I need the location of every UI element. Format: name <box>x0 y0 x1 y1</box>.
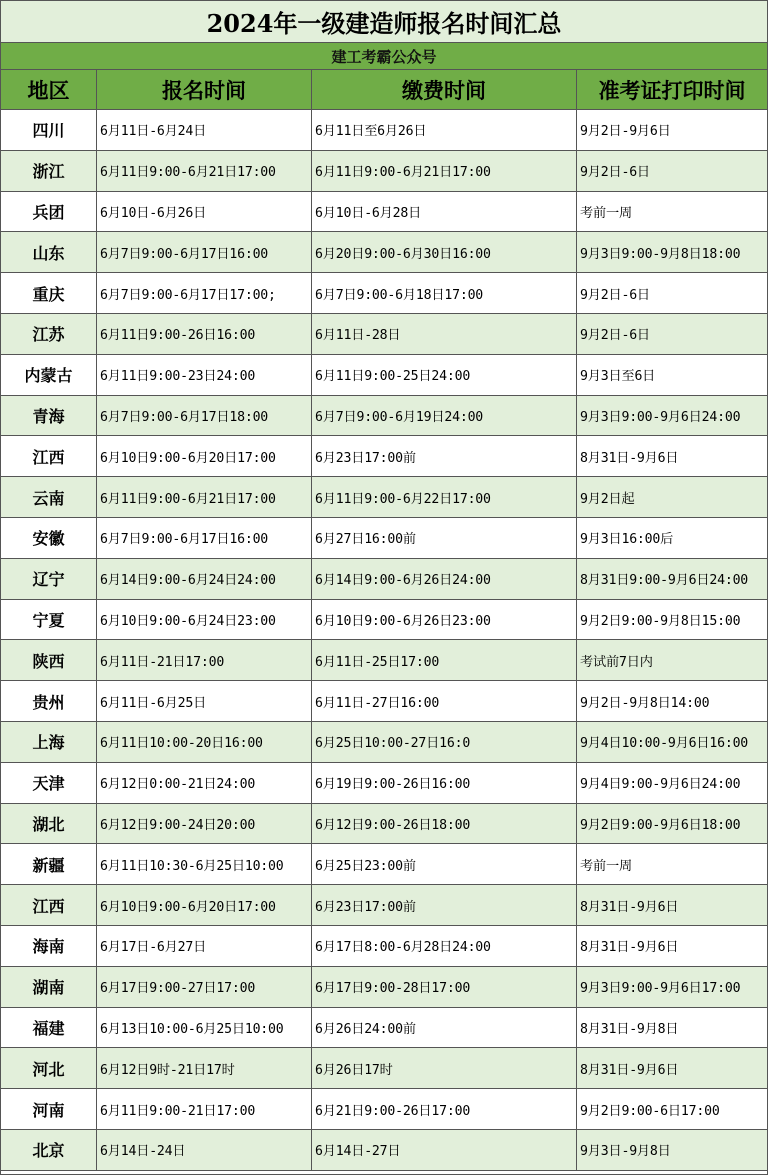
register-time-cell: 6月12日9时-21日17时 <box>97 1048 312 1088</box>
region-cell: 湖南 <box>1 967 97 1007</box>
register-time-cell: 6月11日9:00-23日24:00 <box>97 355 312 395</box>
header-region: 地区 <box>1 70 97 109</box>
admit-card-time-cell: 9月2日9:00-9月6日18:00 <box>580 817 741 833</box>
table-row <box>1 151 767 192</box>
register-time-cell: 6月10日9:00-6月20日17:00 <box>97 436 312 476</box>
header-row <box>1 70 767 110</box>
region-cell: 四川 <box>1 110 97 150</box>
region-cell: 辽宁 <box>1 559 97 599</box>
payment-time-cell: 6月12日9:00-26日18:00 <box>312 804 577 844</box>
admit-card-time-cell: 8月31日-9月6日 <box>580 899 679 915</box>
payment-time-cell: 6月25日10:00-27日16:0 <box>312 722 577 762</box>
payment-time-cell: 6月17日8:00-6月28日24:00 <box>312 926 577 966</box>
payment-time-cell: 6月11日-25日17:00 <box>312 640 577 680</box>
admit-card-time-cell: 考试前7日内 <box>580 654 653 670</box>
payment-time-cell: 6月20日9:00-6月30日16:00 <box>312 232 577 272</box>
register-time-cell: 6月7日9:00-6月17日16:00 <box>97 518 312 558</box>
payment-time-cell: 6月7日9:00-6月19日24:00 <box>312 396 577 436</box>
admit-card-time-cell: 9月3日-9月8日 <box>580 1144 671 1160</box>
table-row <box>1 1008 767 1049</box>
table-row <box>1 967 767 1008</box>
table-row <box>1 232 767 273</box>
header-payment-time: 缴费时间 <box>312 70 577 109</box>
payment-time-cell: 6月11日9:00-25日24:00 <box>312 355 577 395</box>
payment-time-cell: 6月19日9:00-26日16:00 <box>312 763 577 803</box>
admit-card-time-cell: 考前一周 <box>580 205 632 221</box>
admit-card-time-cell: 9月3日至6日 <box>580 369 656 385</box>
region-cell: 宁夏 <box>1 600 97 640</box>
region-cell: 江西 <box>1 885 97 925</box>
admit-card-time-cell: 9月3日9:00-9月6日24:00 <box>580 409 741 425</box>
admit-card-time-cell: 8月31日-9月6日 <box>580 450 679 466</box>
payment-time-cell: 6月21日9:00-26日17:00 <box>312 1089 577 1129</box>
table-row <box>1 926 767 967</box>
register-time-cell: 6月11日-6月24日 <box>97 110 312 150</box>
region-cell: 浙江 <box>1 151 97 191</box>
register-time-cell: 6月14日9:00-6月24日24:00 <box>97 559 312 599</box>
admit-card-time-cell: 8月31日9:00-9月6日24:00 <box>580 573 749 589</box>
payment-time-cell: 6月23日17:00前 <box>312 885 577 925</box>
register-time-cell: 6月14日-24日 <box>97 1130 312 1170</box>
payment-time-cell: 6月10日9:00-6月26日23:00 <box>312 600 577 640</box>
payment-time-cell: 6月17日9:00-28日17:00 <box>312 967 577 1007</box>
admit-card-time-cell: 9月2日-6日 <box>580 328 650 344</box>
table-row <box>1 559 767 600</box>
region-cell: 江西 <box>1 436 97 476</box>
region-cell: 陕西 <box>1 640 97 680</box>
table-row <box>1 396 767 437</box>
region-cell: 河北 <box>1 1048 97 1088</box>
register-time-cell: 6月13日10:00-6月25日10:00 <box>97 1008 312 1048</box>
payment-time-cell: 6月26日24:00前 <box>312 1008 577 1048</box>
register-time-cell: 6月11日9:00-6月21日17:00 <box>97 151 312 191</box>
table-row <box>1 804 767 845</box>
table-row <box>1 885 767 926</box>
register-time-cell: 6月10日9:00-6月24日23:00 <box>97 600 312 640</box>
table-row <box>1 844 767 885</box>
table-row <box>1 1130 767 1171</box>
payment-time-cell: 6月11日-27日16:00 <box>312 681 577 721</box>
register-time-cell: 6月17日-6月27日 <box>97 926 312 966</box>
table-row <box>1 314 767 355</box>
header-register-time: 报名时间 <box>97 70 312 109</box>
payment-time-cell: 6月14日9:00-6月26日24:00 <box>312 559 577 599</box>
payment-time-cell: 6月10日-6月28日 <box>312 192 577 232</box>
register-time-cell: 6月7日9:00-6月17日17:00; <box>97 273 312 313</box>
table-row <box>1 1089 767 1130</box>
admit-card-time-cell: 9月2日-6日 <box>580 165 650 181</box>
register-time-cell: 6月11日10:00-20日16:00 <box>97 722 312 762</box>
admit-card-time-cell: 9月4日10:00-9月6日16:00 <box>580 736 749 752</box>
region-cell: 上海 <box>1 722 97 762</box>
admit-card-time-cell: 9月3日9:00-9月8日18:00 <box>580 246 741 262</box>
payment-time-cell: 6月27日16:00前 <box>312 518 577 558</box>
admit-card-time-cell: 8月31日-9月6日 <box>580 1062 679 1078</box>
region-cell: 江苏 <box>1 314 97 354</box>
table-row <box>1 477 767 518</box>
table-row <box>1 640 767 681</box>
region-cell: 河南 <box>1 1089 97 1129</box>
table-subtitle: 建工考霸公众号 <box>1 43 767 70</box>
payment-time-cell: 6月11日9:00-6月22日17:00 <box>312 477 577 517</box>
admit-card-time-cell: 9月2日起 <box>580 491 635 507</box>
admit-card-time-cell: 9月2日-9月6日 <box>580 124 671 140</box>
payment-time-cell: 6月26日17时 <box>312 1048 577 1088</box>
table-row <box>1 722 767 763</box>
register-time-cell: 6月11日-6月25日 <box>97 681 312 721</box>
register-time-cell: 6月10日9:00-6月20日17:00 <box>97 885 312 925</box>
admit-card-time-cell: 9月4日9:00-9月6日24:00 <box>580 777 741 793</box>
admit-card-time-cell: 考前一周 <box>580 858 632 874</box>
register-time-cell: 6月7日9:00-6月17日18:00 <box>97 396 312 436</box>
table-row <box>1 436 767 477</box>
register-time-cell: 6月10日-6月26日 <box>97 192 312 232</box>
table-row <box>1 192 767 233</box>
payment-time-cell: 6月14日-27日 <box>312 1130 577 1170</box>
table-row <box>1 518 767 559</box>
admit-card-time-cell: 8月31日-9月8日 <box>580 1021 679 1037</box>
region-cell: 海南 <box>1 926 97 966</box>
region-cell: 新疆 <box>1 844 97 884</box>
table-row <box>1 763 767 804</box>
admit-card-time-cell: 9月3日9:00-9月6日17:00 <box>580 981 741 997</box>
table-row <box>1 681 767 722</box>
payment-time-cell: 6月11日9:00-6月21日17:00 <box>312 151 577 191</box>
region-cell: 重庆 <box>1 273 97 313</box>
region-cell: 内蒙古 <box>1 355 97 395</box>
region-cell: 北京 <box>1 1130 97 1170</box>
register-time-cell: 6月7日9:00-6月17日16:00 <box>97 232 312 272</box>
admit-card-time-cell: 9月2日-6日 <box>580 287 650 303</box>
region-cell: 安徽 <box>1 518 97 558</box>
region-cell: 贵州 <box>1 681 97 721</box>
register-time-cell: 6月11日9:00-26日16:00 <box>97 314 312 354</box>
table-body <box>1 110 767 1171</box>
table-row <box>1 355 767 396</box>
register-time-cell: 6月12日0:00-21日24:00 <box>97 763 312 803</box>
table-row <box>1 1048 767 1089</box>
payment-time-cell: 6月25日23:00前 <box>312 844 577 884</box>
payment-time-cell: 6月23日17:00前 <box>312 436 577 476</box>
region-cell: 山东 <box>1 232 97 272</box>
region-cell: 福建 <box>1 1008 97 1048</box>
table-row <box>1 110 767 151</box>
admit-card-time-cell: 9月2日-9月8日14:00 <box>580 695 710 711</box>
table-title: 2024年一级建造师报名时间汇总 <box>1 1 767 43</box>
payment-time-cell: 6月7日9:00-6月18日17:00 <box>312 273 577 313</box>
region-cell: 云南 <box>1 477 97 517</box>
admit-card-time-cell: 9月2日9:00-9月8日15:00 <box>580 613 741 629</box>
admit-card-time-cell: 9月3日16:00后 <box>580 532 674 548</box>
admit-card-time-cell: 9月2日9:00-6日17:00 <box>580 1103 720 1119</box>
region-cell: 青海 <box>1 396 97 436</box>
register-time-cell: 6月11日10:30-6月25日10:00 <box>97 844 312 884</box>
payment-time-cell: 6月11日至6月26日 <box>312 110 577 150</box>
payment-time-cell: 6月11日-28日 <box>312 314 577 354</box>
register-time-cell: 6月12日9:00-24日20:00 <box>97 804 312 844</box>
register-time-cell: 6月11日9:00-6月21日17:00 <box>97 477 312 517</box>
table-row <box>1 600 767 641</box>
header-admit-card-time: 准考证打印时间 <box>598 77 746 103</box>
admit-card-time-cell: 8月31日-9月6日 <box>580 940 679 956</box>
register-time-cell: 6月17日9:00-27日17:00 <box>97 967 312 1007</box>
register-time-cell: 6月11日-21日17:00 <box>97 640 312 680</box>
register-time-cell: 6月11日9:00-21日17:00 <box>97 1089 312 1129</box>
region-cell: 天津 <box>1 763 97 803</box>
region-cell: 湖北 <box>1 804 97 844</box>
region-cell: 兵团 <box>1 192 97 232</box>
table-row <box>1 273 767 314</box>
